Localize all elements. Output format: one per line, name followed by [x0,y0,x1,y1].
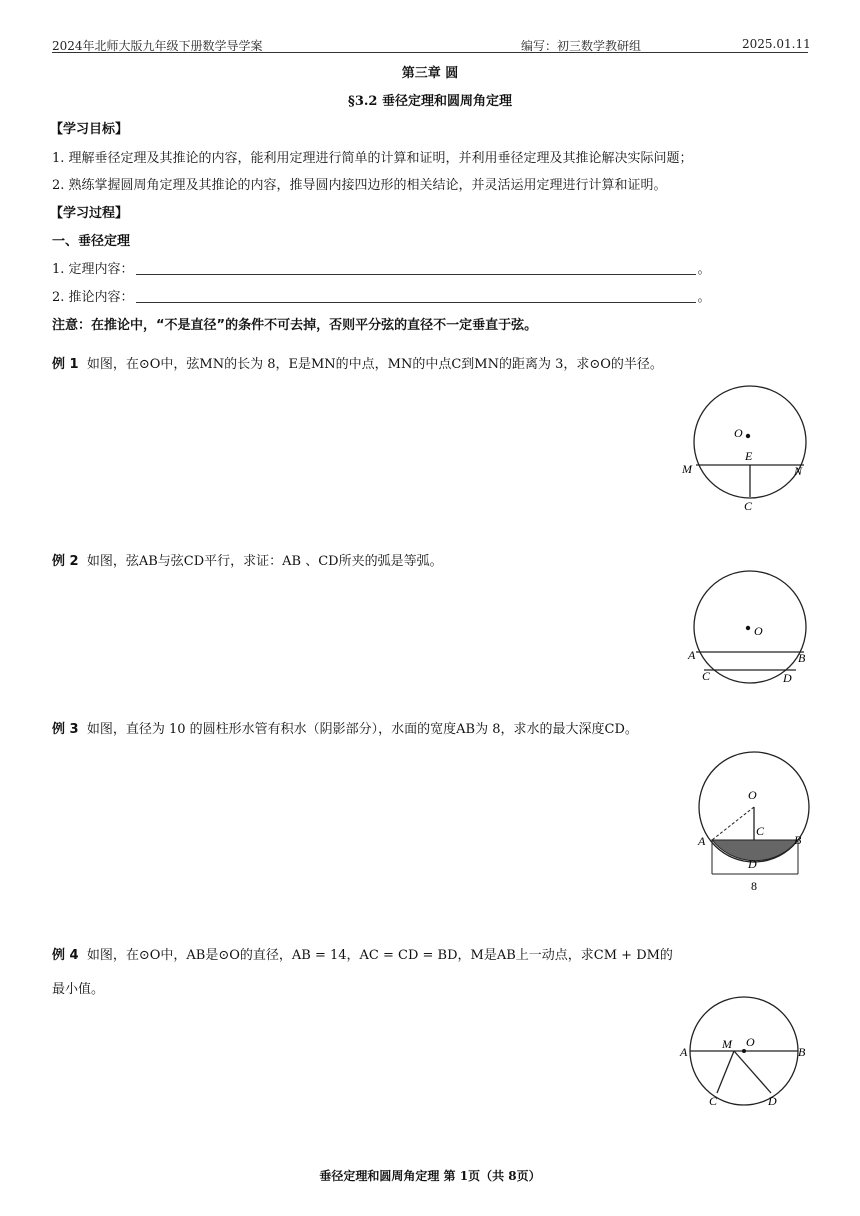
blank-corollary[interactable] [136,290,696,303]
label-O: O [734,426,743,440]
example-4-text-line1: 如图，在⊙O中，AB是⊙O的直径，AB = 14，AC = CD = BD，M是AB上一动点，求CM + DM的 [86,948,673,963]
label-D: D [748,857,757,871]
label-B: B [798,651,806,665]
example-2-label: 例 2 [52,554,79,569]
fill-line-corollary [52,286,711,305]
example-3-text: 如图，直径为 10 的圆柱形水管有积水（阴影部分），水面的宽度AB为 8，求水的最大深度CD。 [86,722,638,737]
figure-example-2 [680,568,820,690]
label-B: B [798,1045,806,1059]
chapter-title: 第三章 圆 [401,66,459,81]
label-C: C [702,669,711,683]
figure-example-1 [676,378,816,518]
goal-item-2: 2. 熟练掌握圆周角定理及其推论的内容，推导圆内接四边形的相关结论，并灵活运用定理进行计算和证明。 [52,178,667,193]
label-D: D [768,1094,777,1108]
example-2 [52,550,443,569]
header-date: 2025.01.11 [742,37,811,51]
fill-end-1: 。 [697,262,711,277]
label-C: C [709,1094,718,1108]
header-left: 2024年北师大版九年级下册数学导学案 [52,39,263,53]
label-M: M [722,1037,732,1051]
section-title: §3.2 垂径定理和圆周角定理 [348,94,512,109]
example-4-label: 例 4 [52,948,79,963]
process-heading: 【学习过程】 [50,206,129,221]
label-C: C [744,499,753,513]
example-3-label: 例 3 [52,722,79,737]
label-C: C [756,824,765,838]
label-A: A [680,1045,688,1059]
label-O: O [754,624,763,638]
example-1-text: 如图，在⊙O中，弦MN的长为 8，E是MN的中点，MN的中点C到MN的距离为 3，求⊙O的半径。 [86,357,663,372]
figure-example-4 [676,992,816,1112]
example-4-text-line2: 最小值。 [52,982,105,997]
fill-line-theorem [52,258,711,277]
blank-theorem[interactable] [136,262,696,275]
fill-label-corollary: 2. 推论内容： [52,290,134,305]
label-B: B [794,833,802,847]
fill-label-theorem: 1. 定理内容： [52,262,134,277]
section-subheading: 一、垂径定理 [52,234,131,249]
label-N: N [794,464,803,478]
header-divider [52,52,808,53]
label-M: M [682,462,692,476]
fill-end-2: 。 [697,290,711,305]
label-width: 8 [751,879,757,893]
label-A: A [698,834,706,848]
note-text: 注意：在推论中，“不是直径”的条件不可去掉，否则平分弦的直径不一定垂直于弦。 [52,318,538,333]
page-footer: 垂径定理和圆周角定理 第 1页（共 8页） [319,1169,541,1183]
goals-heading: 【学习目标】 [50,122,129,137]
figure-example-3 [690,750,820,896]
label-E: E [745,449,753,463]
example-1-label: 例 1 [52,357,79,372]
label-A: A [688,648,696,662]
label-O: O [748,788,757,802]
example-4 [52,944,673,963]
example-1 [52,353,663,372]
label-D: D [783,671,792,685]
label-O: O [746,1035,755,1049]
example-3 [52,718,638,737]
header-middle: 编写：初三数学教研组 [521,39,642,53]
example-2-text: 如图，弦AB与弦CD平行，求证：AB 、CD所夹的弧是等弧。 [86,554,443,569]
goal-item-1: 1. 理解垂径定理及其推论的内容，能利用定理进行简单的计算和证明，并利用垂径定理及其推论解决实际问题； [52,151,693,166]
